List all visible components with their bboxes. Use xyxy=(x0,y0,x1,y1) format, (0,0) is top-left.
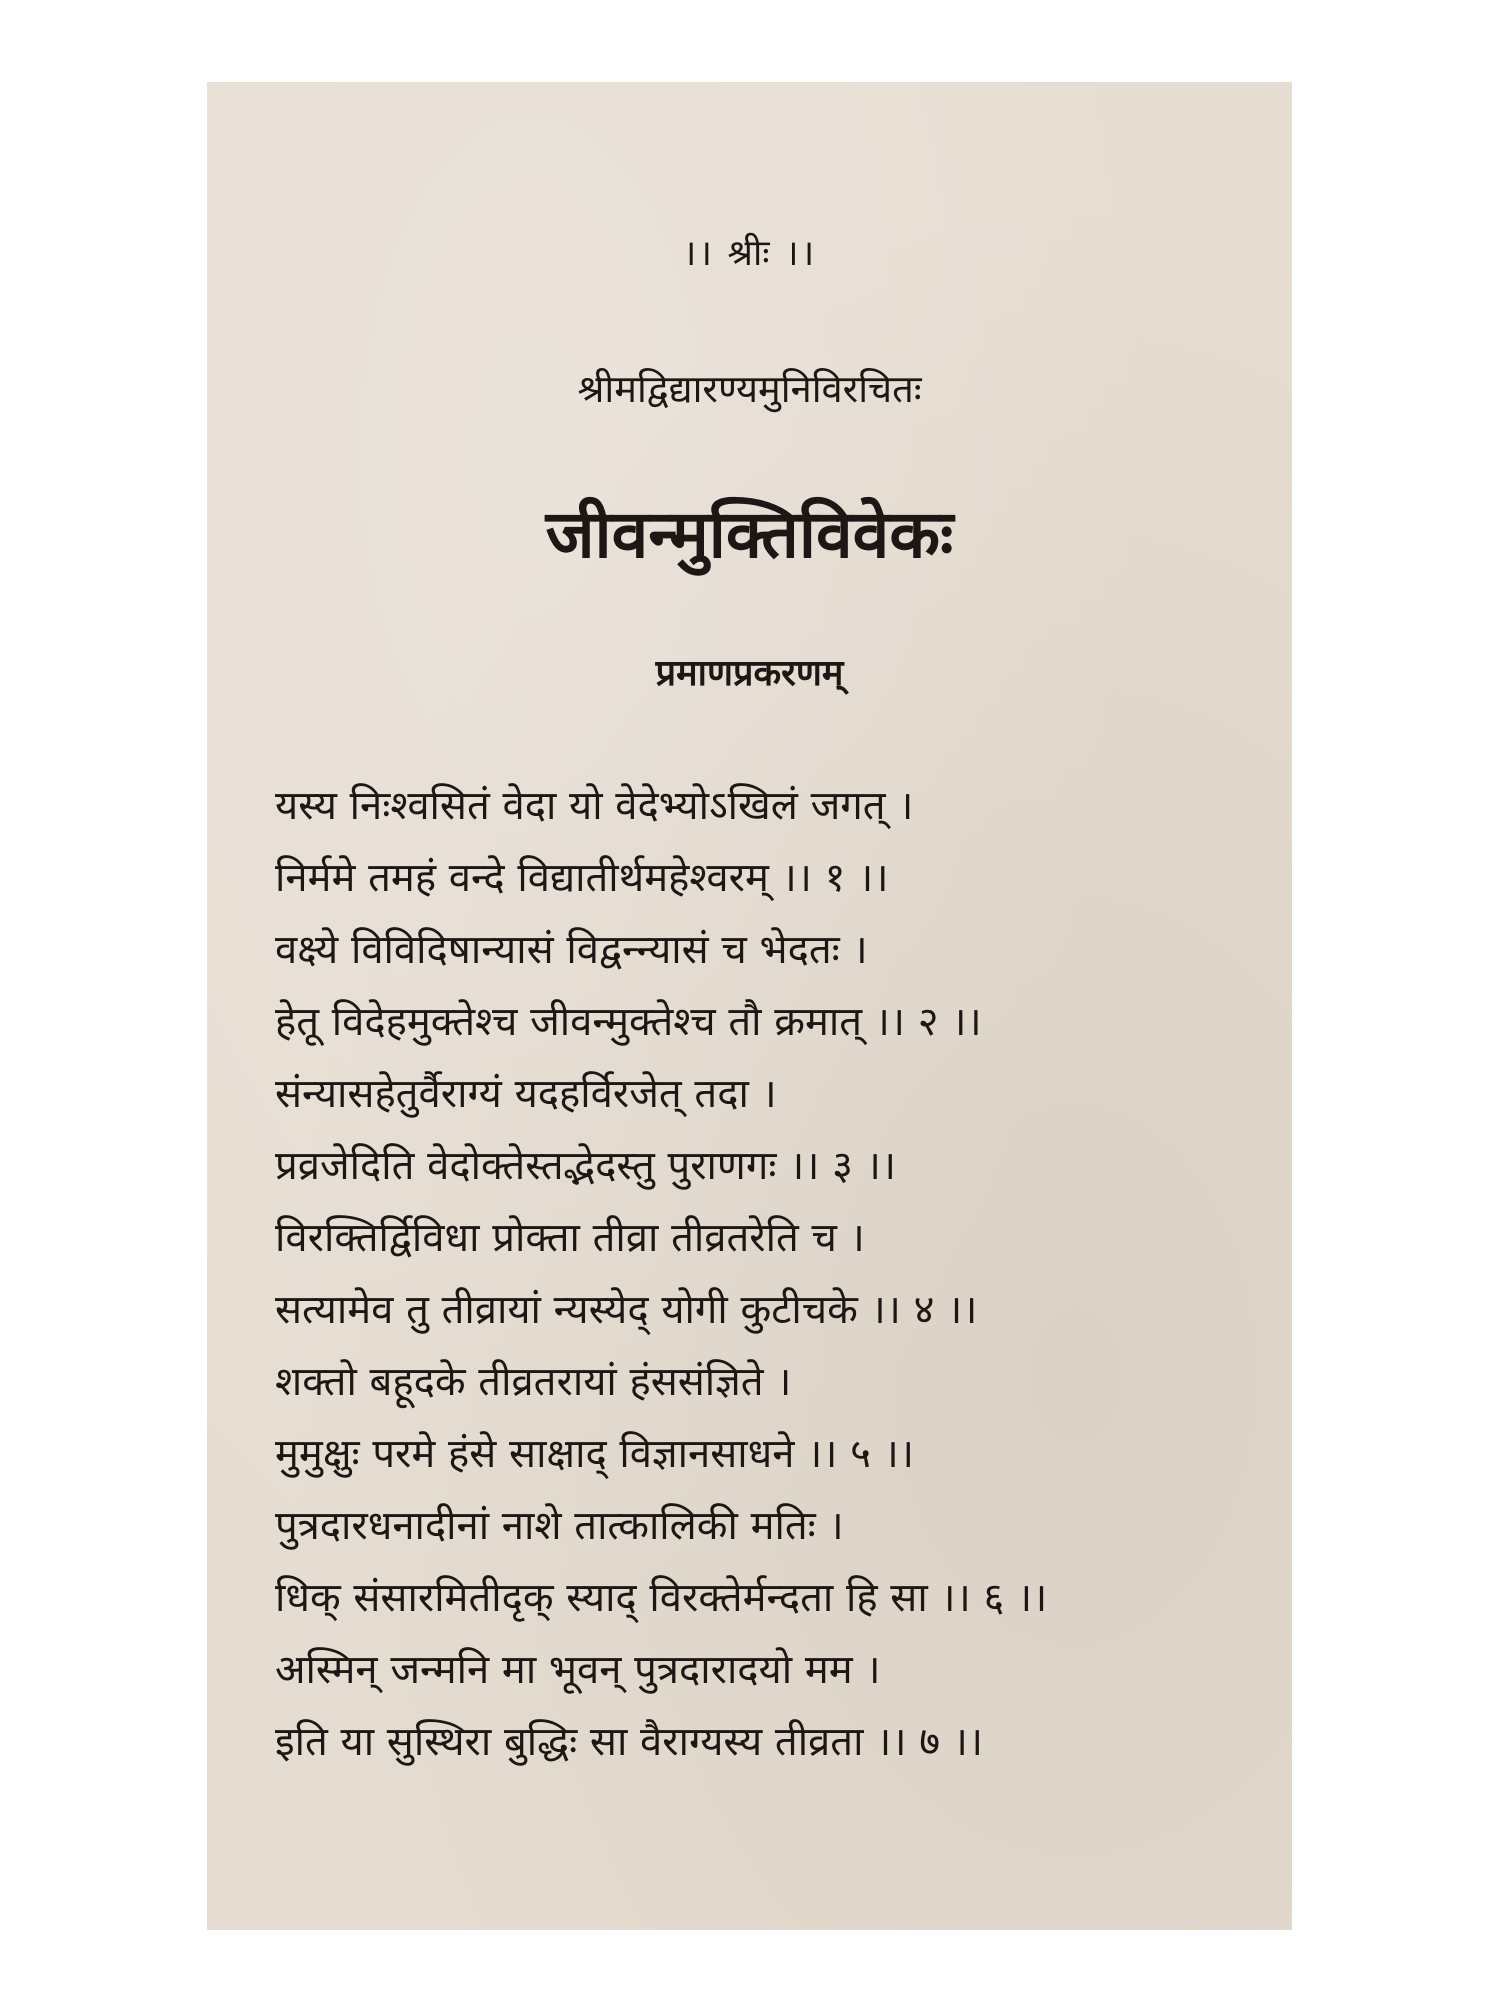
verse-line: सत्यामेव तु तीव्रायां न्यस्येद् योगी कुटीचके ।। ४ ।। xyxy=(275,1287,978,1333)
book-page xyxy=(207,82,1292,1930)
verse-line: पुत्रदारधनादीनां नाशे तात्कालिकी मतिः । xyxy=(275,1503,844,1549)
verse-line: शक्तो बहूदके तीव्रतरायां हंससंज्ञिते । xyxy=(275,1359,792,1405)
verse-line: संन्यासहेतुर्वैराग्यं यदहर्विरजेत् तदा । xyxy=(275,1071,777,1117)
verse-line: वक्ष्ये विविदिषान्यासं विद्वन्न्यासं च भेदतः । xyxy=(275,927,868,973)
author-attribution: श्रीमद्विद्यारण्यमुनिविरचितः xyxy=(577,367,922,411)
verse-line: अस्मिन् जन्मनि मा भूवन् पुत्रदारादयो मम । xyxy=(275,1647,881,1693)
verse-line: धिक् संसारमितीदृक् स्याद् विरक्तेर्मन्दता हि सा ।। ६ ।। xyxy=(275,1575,1048,1621)
verse-line: मुमुक्षुः परमे हंसे साक्षाद् विज्ञानसाधने ।। ५ ।। xyxy=(275,1431,915,1477)
verse-line: विरक्तिर्द्विविधा प्रोक्ता तीव्रा तीव्रतरेति च । xyxy=(275,1215,865,1261)
invocation: ।। श्रीः ।। xyxy=(682,233,817,274)
chapter-heading: प्रमाणप्रकरणम् xyxy=(655,653,844,694)
verse-line: निर्ममे तमहं वन्दे विद्यातीर्थमहेश्वरम् ।। १ ।। xyxy=(275,855,889,901)
verse-list xyxy=(275,770,1285,1778)
page-title: जीवन्मुक्तिविवेकः xyxy=(545,496,954,573)
verse-line: इति या सुस्थिरा बुद्धिः सा वैराग्यस्य तीव्रता ।। ७ ।। xyxy=(275,1719,984,1765)
verse-line: यस्य निःश्वसितं वेदा यो वेदेभ्योऽखिलं जगत् । xyxy=(275,783,914,829)
verse-line: हेतू विदेहमुक्तेश्च जीवन्मुक्तेश्च तौ क्रमात् ।। २ ।। xyxy=(275,999,982,1045)
verse-line: प्रव्रजेदिति वेदोक्तेस्तद्भेदस्तु पुराणगः ।। ३ ।। xyxy=(275,1143,897,1189)
